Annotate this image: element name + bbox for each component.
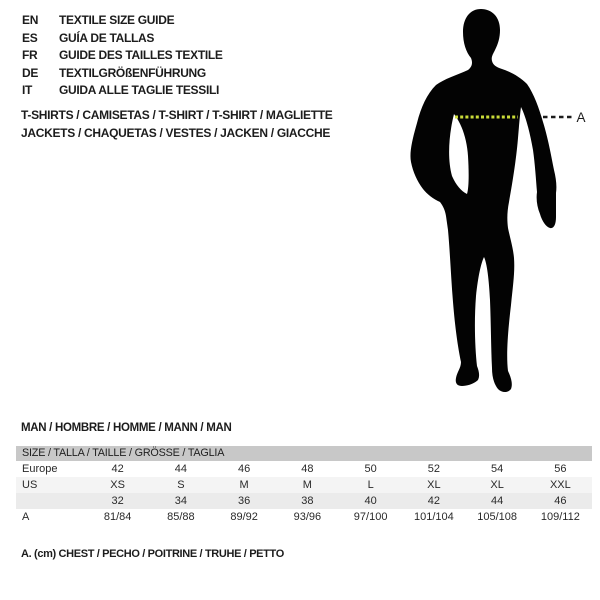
- language-row-es: [22, 30, 223, 48]
- table-cell: 32: [111, 495, 124, 507]
- language-row-it: [22, 82, 223, 100]
- table-row-a: [16, 509, 592, 525]
- table-cell: S: [177, 479, 185, 491]
- table-cell: 42: [427, 495, 440, 507]
- language-row-de: [22, 65, 223, 83]
- measurement-footnote: A. (cm) CHEST / PECHO / POITRINE / TRUHE / PETTO: [21, 548, 284, 560]
- language-code: IT: [22, 83, 33, 97]
- table-cell: 42: [111, 463, 124, 475]
- language-list: [22, 12, 223, 100]
- table-cell: 85/88: [167, 511, 195, 523]
- language-code: ES: [22, 30, 38, 45]
- table-cell: 54: [491, 463, 504, 475]
- row-label: Europe: [22, 463, 58, 475]
- table-cell: M: [239, 479, 249, 491]
- table-cell: 52: [427, 463, 440, 475]
- table-cell: 56: [554, 463, 567, 475]
- measurement-label-a: A: [576, 110, 586, 125]
- size-table-header: SIZE / TALLA / TAILLE / GRÖSSE / TAGLIA: [16, 446, 592, 461]
- language-label: TEXTILE SIZE GUIDE: [59, 13, 175, 27]
- table-cell: 109/112: [540, 511, 580, 523]
- table-cell: 101/104: [413, 511, 454, 523]
- language-code: EN: [22, 13, 39, 27]
- table-cell: XL: [427, 479, 441, 491]
- table-cell: 40: [364, 495, 377, 507]
- product-line-jackets: JACKETS / CHAQUETAS / VESTES / JACKEN / GIACCHE: [21, 126, 331, 140]
- table-cell: XS: [110, 479, 125, 491]
- language-label: TEXTILGRÖßENFÜHRUNG: [59, 65, 206, 80]
- table-row-row2: [16, 493, 592, 509]
- table-cell: 93/96: [293, 511, 322, 523]
- table-cell: XL: [490, 479, 504, 491]
- language-code: DE: [22, 65, 39, 80]
- table-cell: 89/92: [230, 511, 258, 523]
- product-line-tshirts: T-SHIRTS / CAMISETAS / T-SHIRT / T-SHIRT / MAGLIETTE: [21, 108, 333, 122]
- table-row-europe: [16, 461, 592, 477]
- size-table-rows: [16, 461, 592, 525]
- table-cell: 105/108: [477, 511, 517, 523]
- table-cell: 44: [174, 463, 187, 475]
- man-silhouette-figure: [390, 0, 590, 400]
- table-cell: 48: [301, 463, 314, 475]
- table-cell: 81/84: [103, 511, 132, 523]
- language-label: GUIDE DES TAILLES TEXTILE: [59, 48, 223, 62]
- language-code: FR: [22, 48, 38, 62]
- language-row-en: [22, 12, 223, 30]
- table-row-us: [16, 477, 592, 493]
- table-cell: 50: [364, 463, 377, 475]
- table-cell: 38: [301, 495, 314, 507]
- row-label: US: [22, 479, 38, 491]
- product-type-heading: [21, 106, 333, 142]
- language-label: GUIDA ALLE TAGLIE TESSILI: [59, 83, 220, 97]
- table-cell: 97/100: [353, 511, 388, 523]
- language-row-fr: [22, 47, 223, 65]
- table-cell: 44: [491, 495, 504, 507]
- language-label: GUÍA DE TALLAS: [59, 30, 155, 45]
- row-label: [16, 493, 86, 509]
- section-title-man: MAN / HOMBRE / HOMME / MANN / MAN: [21, 422, 232, 434]
- table-cell: 46: [554, 495, 567, 507]
- row-label: A: [22, 511, 30, 523]
- table-cell: L: [367, 479, 374, 491]
- size-table: [16, 446, 592, 525]
- table-cell: 34: [174, 495, 187, 507]
- table-cell: 36: [238, 495, 251, 507]
- table-cell: 46: [238, 463, 251, 475]
- man-silhouette: [410, 9, 556, 392]
- table-cell: M: [302, 479, 312, 491]
- table-cell: XXL: [549, 479, 571, 491]
